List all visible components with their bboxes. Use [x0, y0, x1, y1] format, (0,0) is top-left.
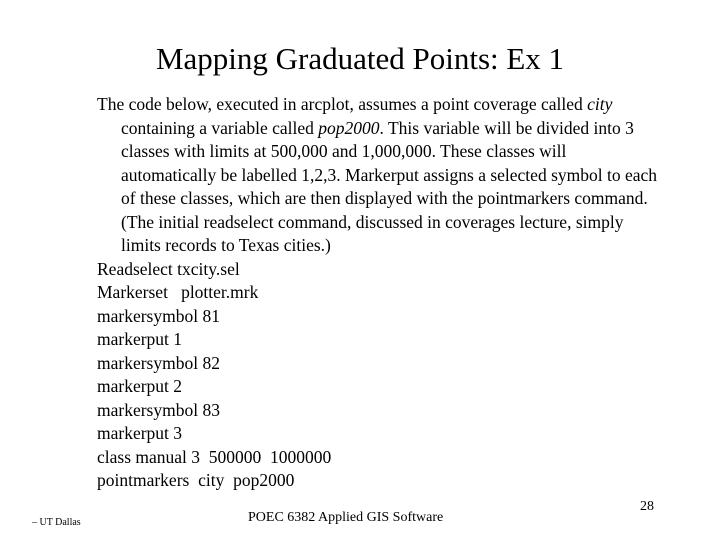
code-line: pointmarkers city pop2000	[97, 470, 295, 490]
code-line: markersymbol 82	[97, 352, 220, 373]
code-line: markerput 1	[97, 329, 183, 349]
code-line: markerput 3	[97, 423, 183, 443]
page-number: 28	[640, 499, 654, 514]
slide-title: Mapping Graduated Points: Ex 1	[155, 41, 565, 76]
footer-left-text: – UT Dallas	[32, 517, 81, 528]
code-line: markerput 2	[97, 376, 183, 396]
slide-body	[97, 93, 657, 493]
code-line: Markerset plotter.mrk	[97, 282, 259, 302]
footer-course-title: POEC 6382 Applied GIS Software	[248, 510, 444, 525]
intro-paragraph	[97, 93, 657, 258]
intro-text-1: The code below, executed in arcplot, assumes a point coverage called	[97, 94, 588, 114]
code-line: class manual 3 500000 1000000	[97, 446, 332, 467]
intro-text-2: containing a variable called	[121, 117, 319, 138]
intro-italic-pop2000: pop2000	[318, 117, 380, 138]
code-line: markersymbol 81	[97, 305, 220, 326]
intro-italic-city: city	[587, 94, 613, 114]
code-line: markersymbol 83	[97, 399, 220, 420]
intro-text-3: . This variable will be divided into 3 classes with limits at 500,000 and 1,000,000. These classes will automatically be labelled 1,2,3. Markerput assigns a selected symbol to each of these classes, which are then displayed with the pointmarkers command. (The initial readselect command, discussed in coverages lecture, simply limits records to Texas cities.)	[121, 117, 658, 255]
code-line: Readselect txcity.sel	[97, 258, 240, 279]
